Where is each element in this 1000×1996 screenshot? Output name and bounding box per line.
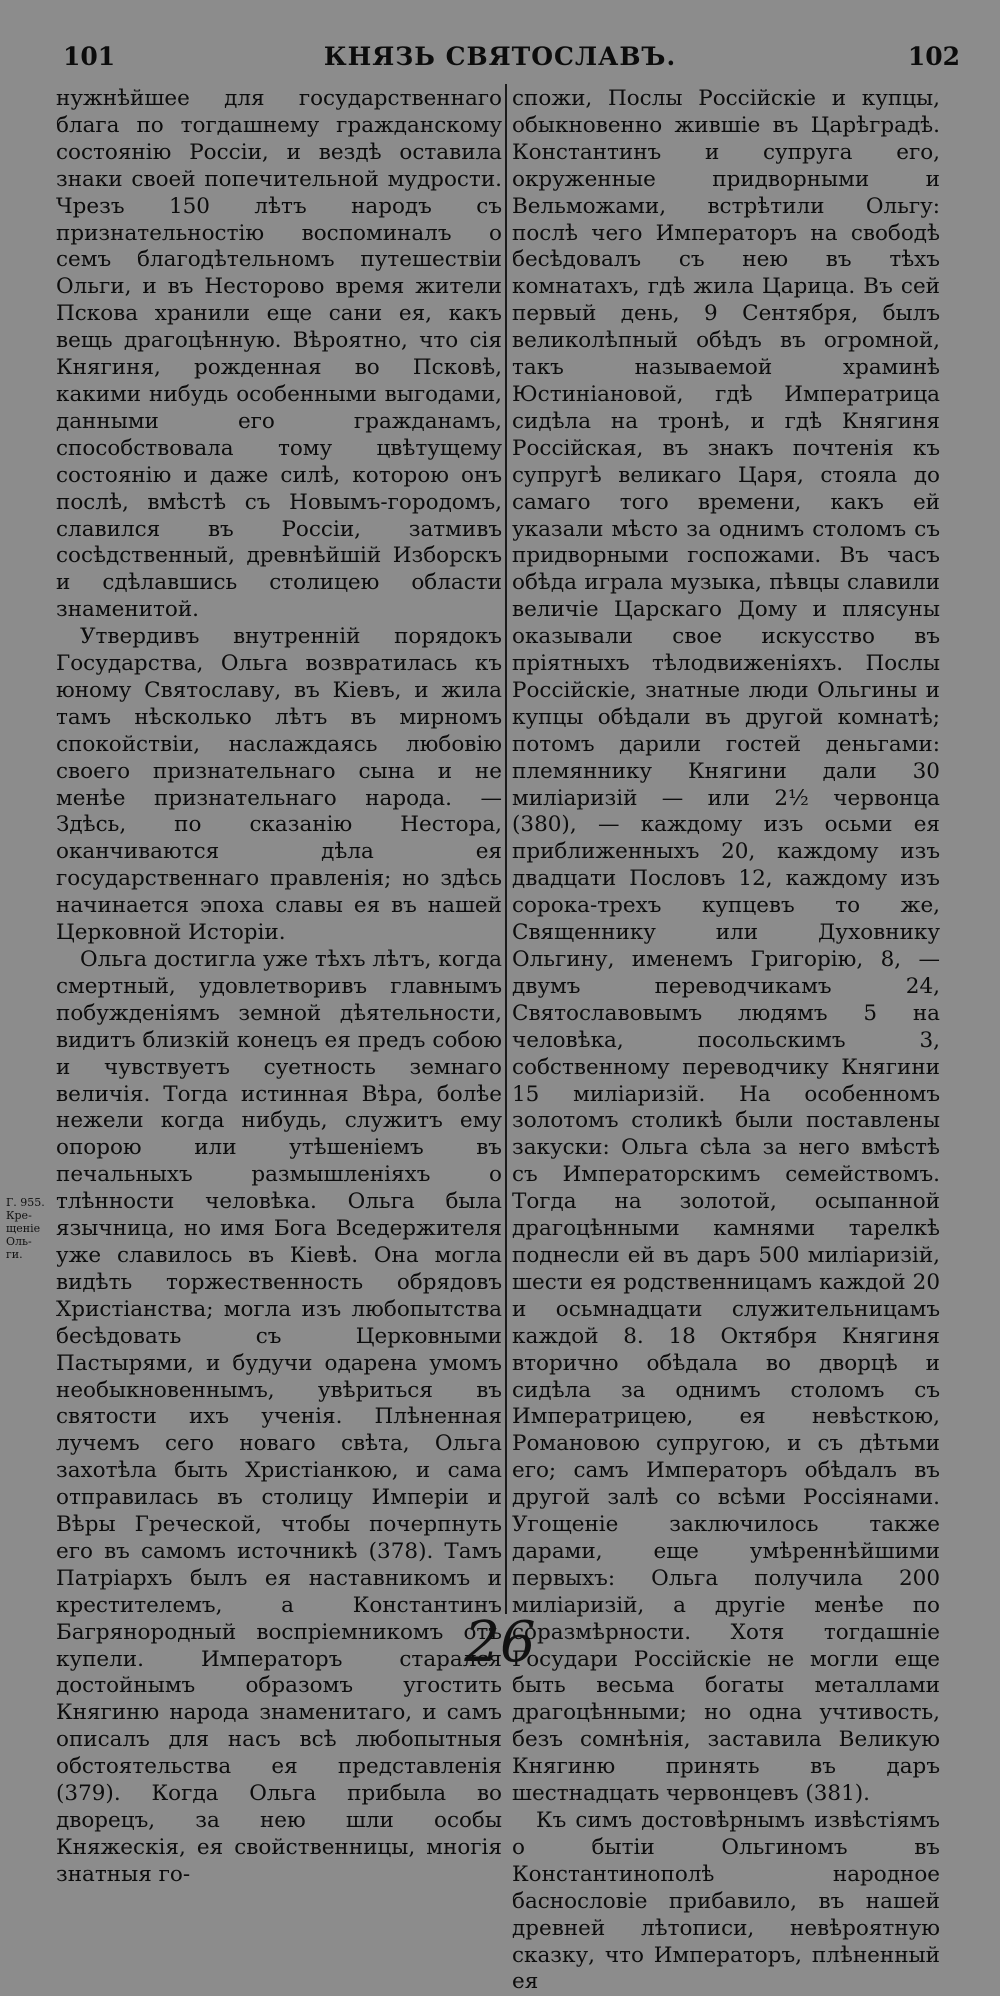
page-header [0, 32, 1000, 82]
margin-note-line: Оль- [6, 1235, 32, 1248]
paragraph: Утвердивъ внутренній порядокъ Государства, Ольга возвратилась къ юному Святославу, въ Кіевъ, и жила тамъ нѣсколько лѣтъ въ мирномъ спокойствіи, наслаждаясь любовію своего признательнаго сына и не менѣе признательнаго народа. — Здѣсь, по сказанію Нестора, оканчиваются дѣла ея государственнаго правленія; но здѣсь начинается эпоха славы ея въ нашей Церковной Исторіи. [56, 624, 502, 946]
margin-note-line: Г. 955. [6, 1196, 45, 1209]
paragraph: спожи, Послы Россійскіе и купцы, обыкновенно жившіе въ Царѣградѣ. Константинъ и супруга его, окруженные придворными и Вельможами, встрѣтили Ольгу: послѣ чего Императоръ на свободѣ бесѣдовалъ съ нею въ тѣхъ комнатахъ, гдѣ жила Царица. Въ сей первый день, 9 Сентября, былъ великолѣпный обѣдъ въ огромной, такъ называемой храминѣ Юстиніановой, гдѣ Императрица сидѣла на тронѣ, и гдѣ Княгиня Россійская, въ знакъ почтенія къ супругѣ великаго Царя, стояла до самаго того времени, какъ ей указали мѣсто за однимъ столомъ съ придворными госпожами. Въ часъ обѣда играла музыка, пѣвцы славили величіе Царскаго Дому и плясуны оказывали свое искусство въ пріятныхъ тѣлодвиженіяхъ. Послы Россійскіе, знатные люди Ольгины и купцы обѣдали въ другой комнатѣ; потомъ дарили гостей деньгами: племяннику Княгини дали 30 миліаризій — или 2½ червонца (380), — каждому изъ осьми ея приближенныхъ 20, каждому изъ двадцати Пословъ 12, каждому изъ сорока-трехъ купцевъ то же, Священнику или Духовнику Ольгину, именемъ Григорію, 8, — двумъ переводчикамъ 24, Святославовымъ людямъ 5 на человѣка, посольскимъ 3, собственному переводчику Княгини 15 миліаризій. На особенномъ золотомъ столикѣ были поставлены закуски: Ольга сѣла за него вмѣстѣ съ Императорскимъ семействомъ. Тогда на золотой, осыпанной драгоцѣнными камнями тарелкѣ поднесли ей въ даръ 500 миліаризій, шести ея родственницамъ каждой 20 и осьмнадцати служительницамъ каждой 8. 18 Октября Княгиня вторично обѣдала во дворцѣ и сидѣла за однимъ столомъ съ Императрицею, ея невѣсткою, Романовою супругою, и съ дѣтьми его; самъ Императоръ обѣдалъ въ другой залѣ со всѣми Россіянами. Угощеніе заключилось также дарами, еще умѣреннѣйшими первыхъ: Ольга получила 200 миліаризій, а другіе менѣе по соразмѣрности. Хотя тогдашніе Государи Россійскіе не могли еще быть весьма богаты металлами драгоцѣнными; но одна учтивость, безъ сомнѣнія, заставила Великую Княгиню принять въ даръ шестнадцать червонцевъ (381). [512, 86, 940, 1807]
handwritten-page-number: 26 [464, 1610, 536, 1675]
right-column [512, 86, 940, 1996]
margin-note [6, 1196, 50, 1261]
page-number-left: 101 [63, 42, 116, 71]
margin-note-line: ги. [6, 1248, 23, 1261]
column-divider [505, 84, 507, 1614]
paragraph: Къ симъ достовѣрнымъ извѣстіямъ о бытіи Ольгиномъ въ Константинополѣ народное баснословіе прибавило, въ нашей древней лѣтописи, невѣроятную сказку, что Императоръ, плѣненный ея [512, 1808, 940, 1995]
paragraph: Ольга достигла уже тѣхъ лѣтъ, когда смертный, удовлетворивъ главнымъ побужденіямъ земной дѣятельности, видитъ близкій конецъ ея предъ собою и чувствуетъ суетность земнаго величія. Тогда истинная Вѣра, болѣе нежели когда нибудь, служитъ ему опорою или утѣшеніемъ въ печальныхъ размышленіяхъ о тлѣнности человѣка. Ольга была язычница, но имя Бога Вседержителя уже славилось въ Кіевѣ. Она могла видѣть торжественность обрядовъ Христіанства; могла изъ любопытства бесѣдовать съ Церковными Пастырями, и будучи одарена умомъ необыкновеннымъ, увѣриться въ святости ихъ ученія. Плѣненная лучемъ сего новаго свѣта, Ольга захотѣла быть Христіанкою, и сама отправилась въ столицу Имперіи и Вѣры Греческой, чтобы почерпнуть его въ самомъ источникѣ (378). Тамъ Патріархъ былъ ея наставникомъ и крестителемъ, а Константинъ Багрянородный воспріемникомъ отъ купели. Императоръ старался достойнымъ образомъ угостить Княгиню народа знаменитаго, и самъ описалъ для насъ всѣ любопытныя обстоятельства ея представленія (379). Когда Ольга прибыла во дворецъ, за нею шли особы Княжескія, ея свойственницы, многія знатныя го- [56, 947, 502, 1887]
running-title: КНЯЗЬ СВЯТОСЛАВЪ. [323, 42, 677, 71]
page-number-right: 102 [907, 42, 960, 71]
margin-note-line: Кре- [6, 1209, 32, 1222]
margin-note-line: щеніе [6, 1222, 41, 1235]
paragraph: нужнѣйшее для государственнаго блага по тогдашнему гражданскому состоянію Россіи, и вездѣ оставила знаки своей попечительной мудрости. Чрезъ 150 лѣтъ народъ съ признательностію воспоминалъ о семъ благодѣтельномъ путешествіи Ольги, и въ Несторово время жители Пскова хранили еще сани ея, какъ вещь драгоцѣнную. Вѣроятно, что сія Княгиня, рожденная во Псковѣ, какими нибудь особенными выгодами, данными его гражданамъ, способствовала тому цвѣтущему состоянію и даже силѣ, которою онъ послѣ, вмѣстѣ съ Новымъ-городомъ, славился въ Россіи, затмивъ сосѣдственный, древнѣйшій Изборскъ и сдѣлавшись столицею области знаменитой. [56, 86, 502, 623]
